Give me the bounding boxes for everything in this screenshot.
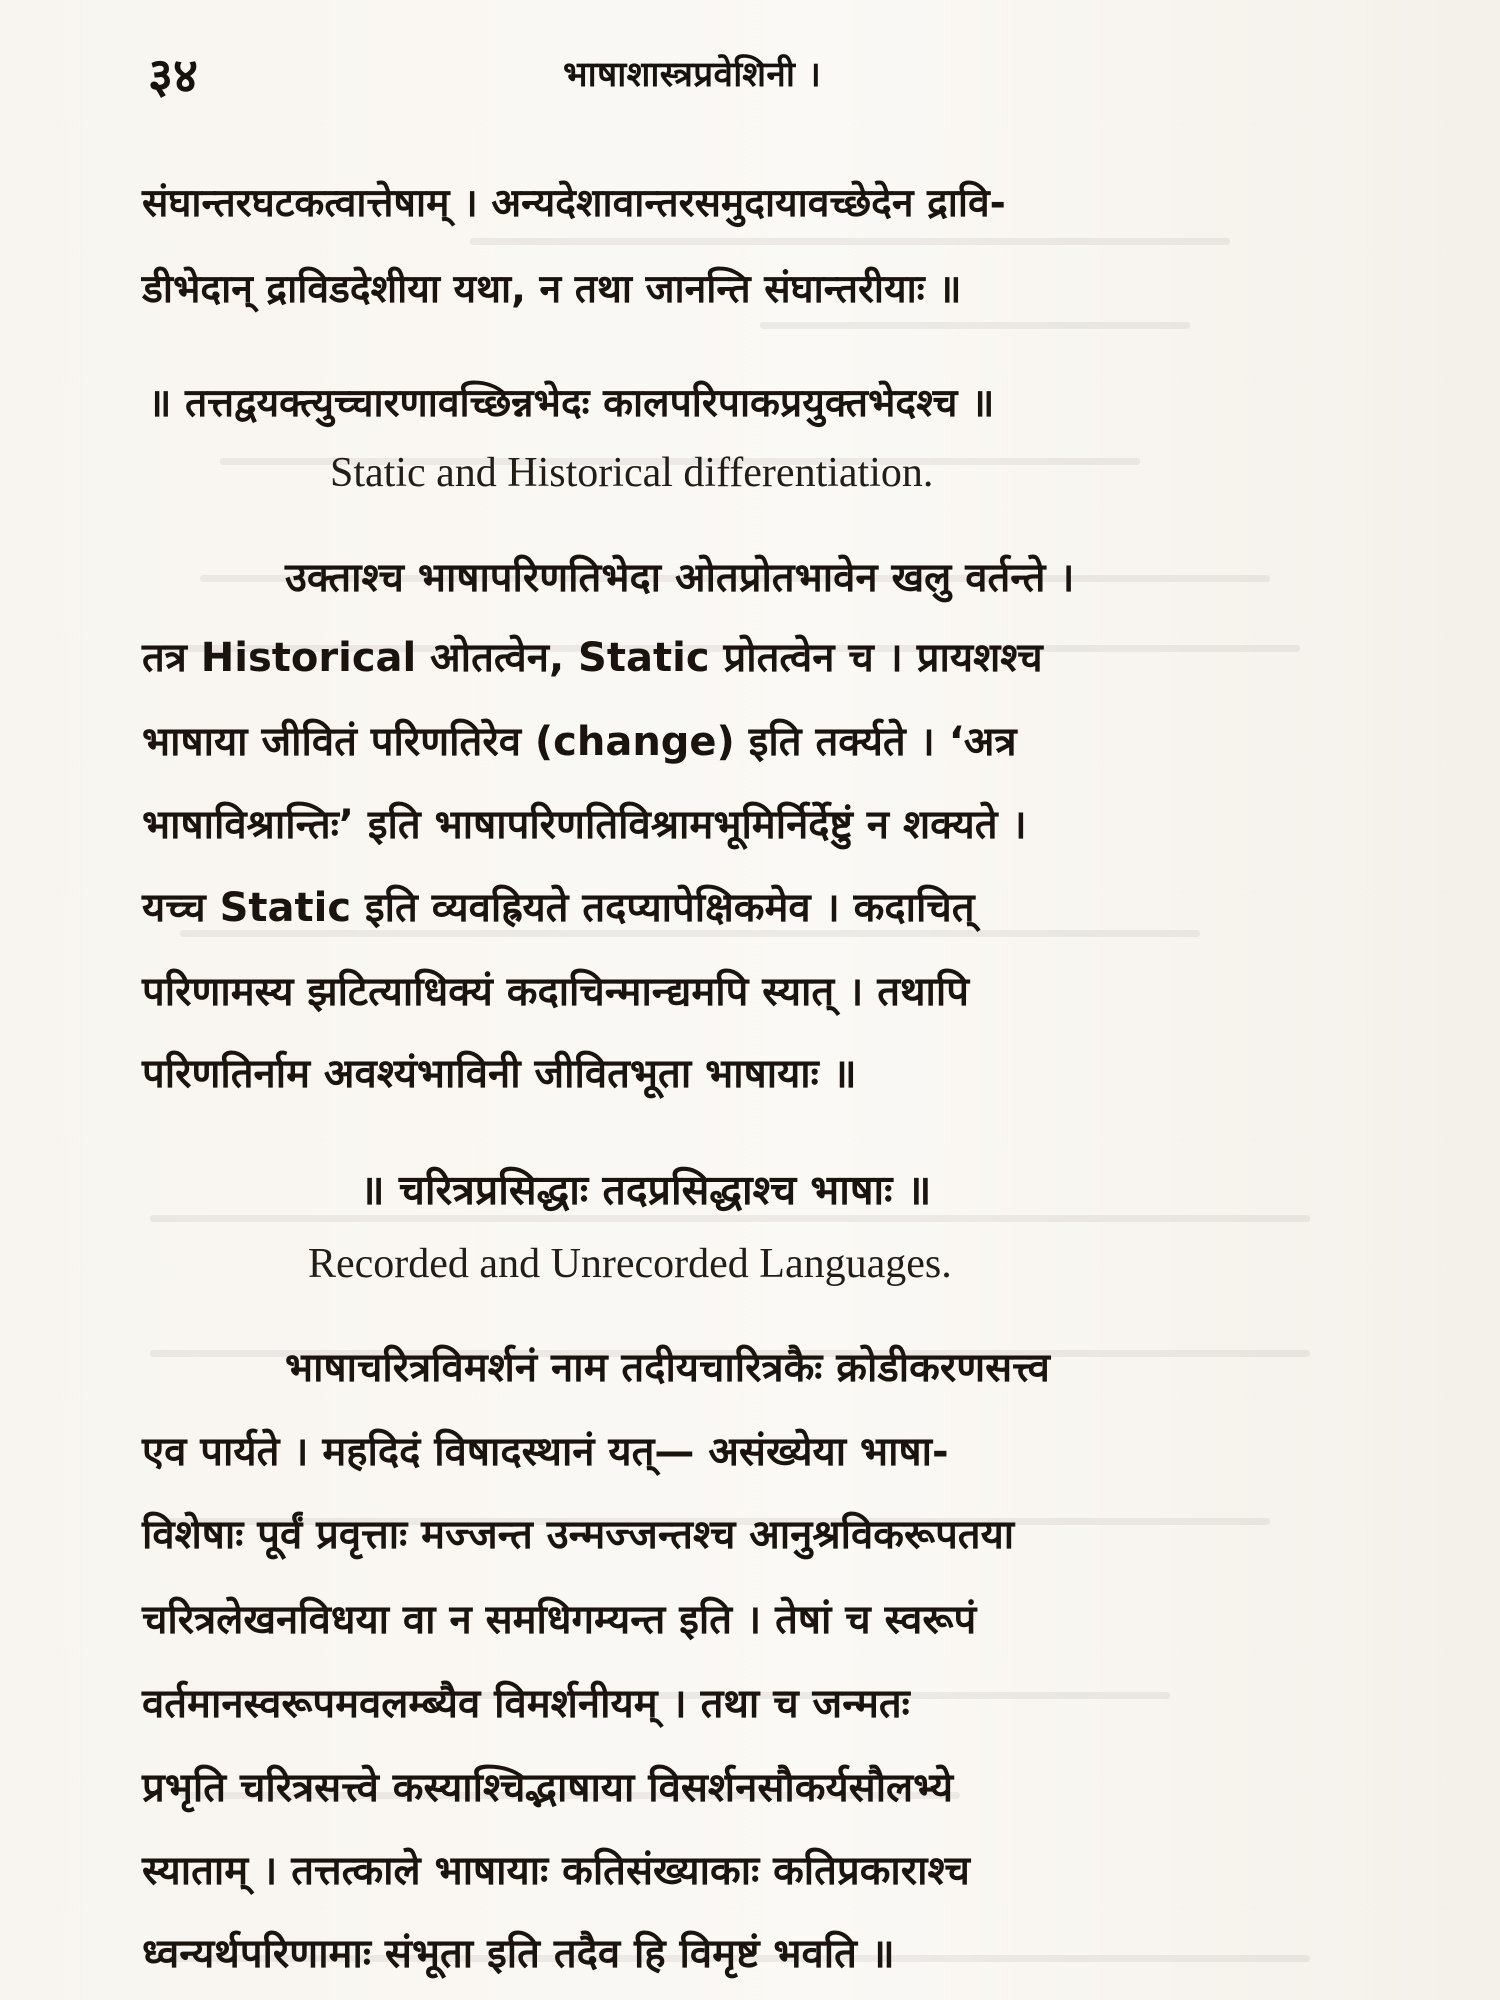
bleed-line (150, 1215, 1310, 1222)
section-1-line-5: यच्च Static इति व्यवह्रियते तदप्यापेक्षिकमेव । कदाचित् (142, 885, 975, 931)
section-1-english-heading: Static and Historical differentiation. (330, 450, 934, 496)
section-1-line-6: परिणामस्य झटित्याधिक्यं कदाचिन्मान्द्यमपि स्यात् । तथापि (142, 969, 969, 1015)
section-1-line-2: तत्र Historical ओतत्वेन, Static प्रोतत्वेन च । प्रायशश्च (142, 635, 1043, 681)
section-1-line-1: उक्ताश्च भाषापरिणतिभेदा ओतप्रोतभावेन खलु वर्तन्ते । (285, 555, 1075, 601)
section-2-line-8: ध्वन्यर्थपरिणामाः संभूता इति तदैव हि विमृष्टं भवति ॥ (142, 1931, 895, 1977)
section-2-line-2: एव पार्यते । महदिदं विषादस्थानं यत्— असंख्येया भाषा- (142, 1429, 949, 1475)
intro-line-2: डीभेदान् द्राविडदेशीया यथा, न तथा जानन्ति संघान्तरीयाः ॥ (142, 267, 962, 312)
section-2-english-heading: Recorded and Unrecorded Languages. (308, 1241, 952, 1287)
bleed-line (760, 322, 1190, 329)
section-2-line-3: विशेषाः पूर्वं प्रवृत्ताः मज्जन्त उन्मज्जन्तश्च आनुश्रविकरूपतया (142, 1512, 1015, 1558)
section-1-line-7: परिणतिर्नाम अवश्यंभाविनी जीवितभूता भाषायाः ॥ (142, 1051, 857, 1097)
bleed-line (180, 930, 1200, 937)
section-2-line-6: प्रभृति चरित्रसत्त्वे कस्याश्चिद्भाषाया विसर्शनसौकर्यसौलभ्ये (142, 1765, 954, 1811)
section-2-line-4: चरित्रलेखनविधया वा न समधिगम्यन्त इति । तेषां च स्वरूपं (142, 1597, 977, 1643)
intro-line-1: संघान्तरघटकत्वात्तेषाम् । अन्यदेशावान्तरसमुदायावच्छेदेन द्रावि- (142, 181, 1006, 226)
page-header (148, 48, 1388, 122)
section-2-line-5: वर्तमानस्वरूपमवलम्ब्यैव विमर्शनीयम् । तथा च जन्मतः (142, 1681, 910, 1727)
section-1-sanskrit-heading: ॥ तत्तद्वयक्त्युच्चारणावच्छिन्नभेदः कालपरिपाकप्रयुक्तभेदश्च ॥ (148, 381, 995, 426)
section-1-line-3: भाषाया जीवितं परिणतिरेव (change) इति तर्क्यते । ‘अत्र (142, 719, 1017, 765)
running-title: भाषाशास्त्रप्रवेशिनी । (563, 55, 822, 95)
page-number: ३४ (148, 48, 198, 104)
section-2-line-1: भाषाचरित्रविमर्शनं नाम तदीयचारित्रकैः क्रोडीकरणसत्त्व (285, 1345, 1050, 1391)
section-2-line-7: स्याताम् । तत्तत्काले भाषायाः कतिसंख्याकाः कतिप्रकाराश्च (142, 1848, 970, 1894)
section-2-sanskrit-heading: ॥ चरित्रप्रसिद्धाः तदप्रसिद्धाश्च भाषाः ॥ (360, 1166, 932, 1214)
bleed-line (470, 238, 1230, 245)
section-1-line-4: भाषाविश्रान्तिः’ इति भाषापरिणतिविश्रामभूमिर्निर्देष्टुं न शक्यते । (142, 802, 1027, 848)
